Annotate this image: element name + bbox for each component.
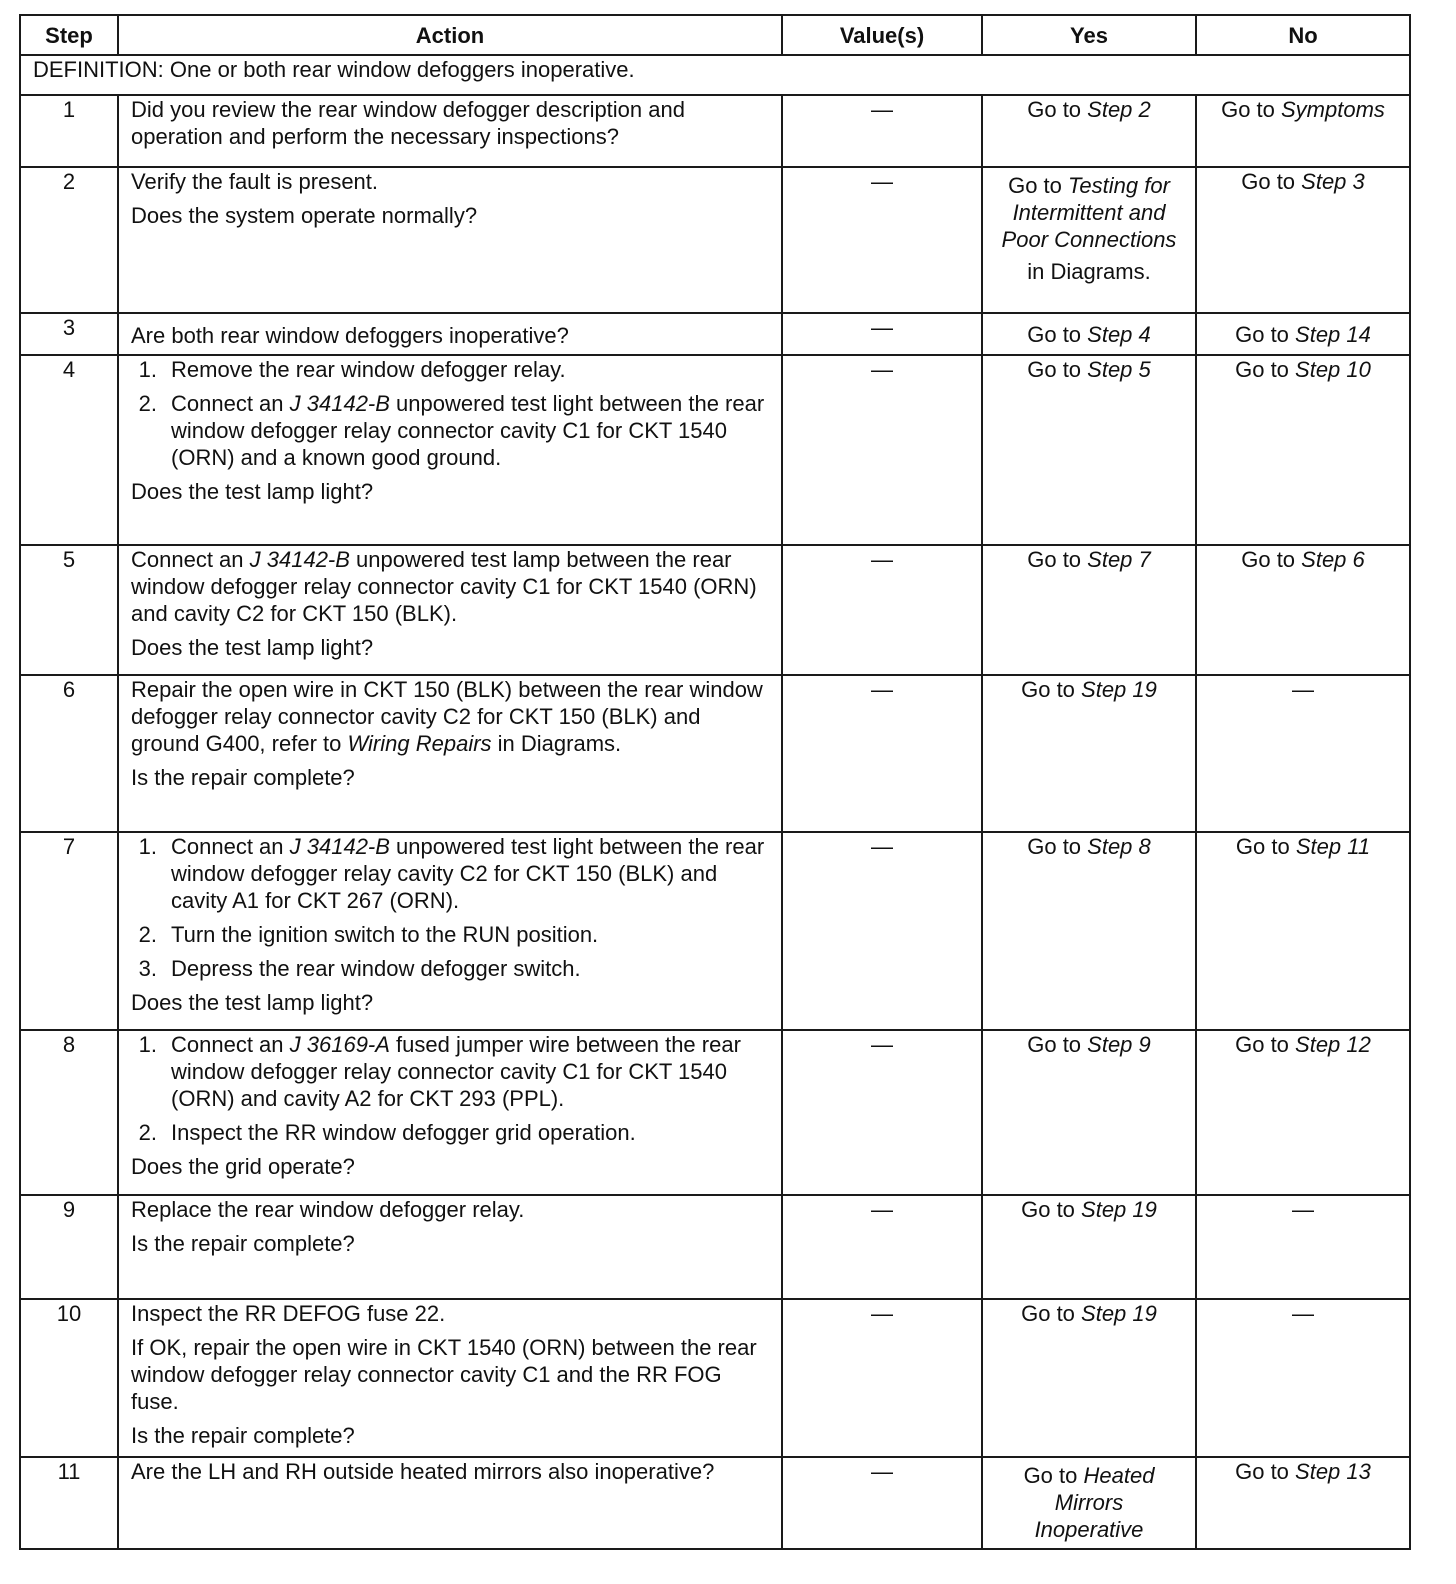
no-link: Symptoms [1281, 97, 1385, 122]
list-item: 2. Connect an J 34142-B unpowered test light between the rear window defogger relay connector cavity C1 for CKT 1540 (ORN) and a known good ground. [138, 391, 765, 470]
no-cell [1196, 355, 1410, 545]
yes-text: Go to [1021, 1197, 1082, 1222]
no-text: Go to [1235, 1459, 1296, 1484]
yes-link: Testing for [1068, 173, 1170, 198]
table-row [20, 675, 1410, 832]
table-row [20, 1030, 1410, 1195]
table-row [20, 167, 1410, 313]
table-row [20, 1195, 1410, 1299]
list-item-text: Connect an [171, 391, 290, 416]
list-item-text: Turn the ignition switch to the RUN position. [171, 922, 599, 947]
action-question: Does the test lamp light? [131, 635, 374, 660]
tool-number: J 34142-B [249, 547, 350, 572]
no-cell [1196, 313, 1410, 355]
value-cell: — [782, 832, 982, 1030]
yes-link: Step 4 [1087, 321, 1151, 347]
step-number: 5 [20, 545, 118, 675]
tool-number: J 34142-B [289, 391, 390, 416]
list-item: 3. Depress the rear window defogger switch. [131, 955, 769, 982]
step-number: 10 [20, 1299, 118, 1457]
value-cell: — [782, 313, 982, 355]
list-item-text: unpowered test light between the rear window defogger relay connector cavity C1 for CKT 1540 (ORN) and a known good ground. [171, 391, 765, 470]
value-cell: — [782, 167, 982, 313]
value-cell: — [782, 1457, 982, 1549]
table-row [20, 95, 1410, 167]
yes-link: Step 9 [1087, 1032, 1151, 1057]
no-text: Go to [1235, 321, 1296, 347]
no-text: Go to [1221, 97, 1281, 122]
yes-cell [982, 167, 1196, 313]
action-cell [118, 167, 782, 313]
action-question: Does the test lamp light? [131, 479, 374, 504]
header-yes: Yes [982, 15, 1196, 55]
no-link: Step 3 [1301, 169, 1365, 194]
action-text-part: in Diagrams. [491, 731, 622, 756]
action-cell [118, 675, 782, 832]
yes-text: Go to [1021, 1301, 1082, 1326]
no-cell: — [1196, 1299, 1410, 1457]
header-values: Value(s) [782, 15, 982, 55]
yes-link: Step 19 [1081, 1301, 1157, 1326]
value-cell: — [782, 545, 982, 675]
list-item-text: Connect an [171, 1032, 290, 1057]
no-text: Go to [1241, 547, 1302, 572]
step-number: 6 [20, 675, 118, 832]
header-row [20, 15, 1410, 55]
list-item-text: Connect an [171, 834, 290, 859]
value-cell: — [782, 95, 982, 167]
value-cell: — [782, 1030, 982, 1195]
list-item-text: Remove the rear window defogger relay. [171, 357, 566, 382]
yes-cell [982, 355, 1196, 545]
step-number: 2 [20, 167, 118, 313]
action-question: Is the repair complete? [131, 1423, 355, 1448]
action-text-part: Repair the open wire in CKT 150 (BLK) between the rear window defogger relay connector cavity C2 for CKT 150 (BLK) and ground G400, refer to [131, 677, 763, 756]
yes-text: Go to [1027, 1032, 1088, 1057]
yes-text: Go to [1027, 97, 1088, 122]
yes-text: Go to [1008, 173, 1068, 198]
definition-row [20, 55, 1410, 95]
diagnostic-table [19, 14, 1411, 1550]
table-row [20, 832, 1410, 1030]
yes-link: Poor Connections [1001, 227, 1177, 252]
yes-text: in Diagrams. [1027, 259, 1151, 284]
yes-text: Go to [1023, 1463, 1084, 1488]
action-question: Does the grid operate? [131, 1154, 355, 1179]
no-cell [1196, 167, 1410, 313]
no-text: Go to [1235, 834, 1296, 859]
action-cell [118, 95, 782, 167]
action-text-part: Connect an [131, 547, 250, 572]
yes-text: Go to [1027, 547, 1088, 572]
yes-text: Go to [1021, 677, 1082, 702]
action-question: Is the repair complete? [131, 765, 355, 790]
value-cell: — [782, 1195, 982, 1299]
no-link: Step 12 [1295, 1032, 1371, 1057]
action-cell [118, 545, 782, 675]
yes-link: Inoperative [1034, 1517, 1144, 1542]
action-text [131, 546, 769, 627]
no-cell [1196, 1457, 1410, 1549]
value-cell: — [782, 1299, 982, 1457]
action-text-part: unpowered test lamp between the rear window defogger relay connector cavity C1 for CKT 1540 (ORN) and cavity C2 for CKT 150 (BLK). [131, 547, 757, 626]
action-question: Is the repair complete? [131, 1231, 355, 1256]
action-text: Inspect the RR DEFOG fuse 22. [131, 1301, 446, 1326]
action-text: Did you review the rear window defogger description and operation and perform the necessary inspections? [131, 97, 685, 149]
action-text: If OK, repair the open wire in CKT 1540 (ORN) between the rear window defogger relay connector cavity C1 and the RR FOG fuse. [131, 1335, 757, 1414]
action-cell [118, 1195, 782, 1299]
table-row [20, 313, 1410, 355]
no-link: Step 10 [1295, 357, 1371, 382]
no-cell [1196, 832, 1410, 1030]
action-cell [118, 313, 782, 355]
yes-cell [982, 1299, 1196, 1457]
yes-text: Go to [1027, 321, 1088, 347]
yes-link: Step 19 [1081, 1197, 1157, 1222]
tool-number: J 36169-A [289, 1032, 390, 1057]
yes-link: Intermittent and [1012, 200, 1166, 225]
no-text: Go to [1241, 169, 1302, 194]
yes-line [985, 1462, 1193, 1489]
yes-cell [982, 545, 1196, 675]
action-question: Are the LH and RH outside heated mirrors also inoperative? [131, 1459, 715, 1484]
yes-cell [982, 313, 1196, 355]
action-text: Replace the rear window defogger relay. [131, 1197, 525, 1222]
step-number: 4 [20, 355, 118, 545]
yes-link: Heated [1083, 1463, 1155, 1488]
yes-cell [982, 1457, 1196, 1549]
action-cell [118, 1457, 782, 1549]
table-row [20, 1299, 1410, 1457]
action-text [131, 676, 769, 757]
list-item: 1. Connect an J 34142-B unpowered test light between the rear window defogger relay cavity C2 for CKT 150 (BLK) and cavity A1 for CKT 267 (ORN). [138, 834, 765, 913]
no-link: Step 13 [1295, 1459, 1371, 1484]
list-item-text: fused jumper wire between the rear window defogger relay connector cavity C1 for CKT 1540 (ORN) and cavity A2 for CKT 293 (PPL). [171, 1032, 741, 1111]
action-text: Verify the fault is present. [131, 169, 379, 194]
step-number: 8 [20, 1030, 118, 1195]
step-number: 11 [20, 1457, 118, 1549]
definition-text: DEFINITION: One or both rear window defoggers inoperative. [20, 55, 1410, 95]
list-item-text: Depress the rear window defogger switch. [171, 956, 581, 981]
action-question: Are both rear window defoggers inoperative? [131, 322, 569, 348]
list-item: 2. Turn the ignition switch to the RUN position. [131, 921, 769, 948]
no-cell [1196, 95, 1410, 167]
no-text: Go to [1235, 357, 1296, 382]
header-action: Action [118, 15, 782, 55]
yes-link: Step 19 [1081, 677, 1157, 702]
table-row [20, 355, 1410, 545]
yes-cell [982, 1030, 1196, 1195]
yes-link: Step 2 [1087, 97, 1151, 122]
reference-link: Wiring Repairs [347, 731, 492, 756]
list-item: 1. Connect an J 36169-A fused jumper wire between the rear window defogger relay connector cavity C1 for CKT 1540 (ORN) and cavity A2 for CKT 293 (PPL). [138, 1032, 741, 1111]
list-item: 1. Remove the rear window defogger relay. [131, 356, 769, 383]
value-cell: — [782, 675, 982, 832]
yes-cell [982, 675, 1196, 832]
no-link: Step 11 [1295, 834, 1371, 859]
step-number: 9 [20, 1195, 118, 1299]
yes-cell [982, 832, 1196, 1030]
yes-text: Go to [1027, 357, 1088, 382]
yes-line [985, 172, 1193, 199]
action-cell [118, 1030, 782, 1195]
no-link: Step 14 [1295, 321, 1371, 347]
no-cell: — [1196, 675, 1410, 832]
no-cell: — [1196, 1195, 1410, 1299]
no-text: Go to [1235, 1032, 1296, 1057]
action-question: Does the test lamp light? [131, 990, 374, 1015]
no-link: Step 6 [1301, 547, 1365, 572]
list-item-text: Inspect the RR window defogger grid operation. [171, 1120, 636, 1145]
action-cell [118, 355, 782, 545]
step-number: 1 [20, 95, 118, 167]
yes-link: Step 7 [1087, 547, 1151, 572]
yes-text: Go to [1027, 834, 1088, 859]
table-row [20, 1457, 1410, 1549]
table-row [20, 545, 1410, 675]
header-step: Step [20, 15, 118, 55]
value-cell: — [782, 355, 982, 545]
step-number: 3 [20, 313, 118, 355]
list-item-text: unpowered test light between the rear window defogger relay cavity C2 for CKT 150 (BLK) and cavity A1 for CKT 267 (ORN). [171, 834, 765, 913]
list-item: 2. Inspect the RR window defogger grid operation. [131, 1119, 769, 1146]
yes-cell [982, 95, 1196, 167]
header-no: No [1196, 15, 1410, 55]
no-cell [1196, 1030, 1410, 1195]
yes-link: Step 8 [1087, 834, 1151, 859]
action-question: Does the system operate normally? [131, 203, 478, 228]
action-cell [118, 1299, 782, 1457]
yes-link: Mirrors [1054, 1490, 1124, 1515]
yes-cell [982, 1195, 1196, 1299]
action-cell [118, 832, 782, 1030]
no-cell [1196, 545, 1410, 675]
step-number: 7 [20, 832, 118, 1030]
yes-link: Step 5 [1087, 357, 1151, 382]
tool-number: J 34142-B [289, 834, 390, 859]
